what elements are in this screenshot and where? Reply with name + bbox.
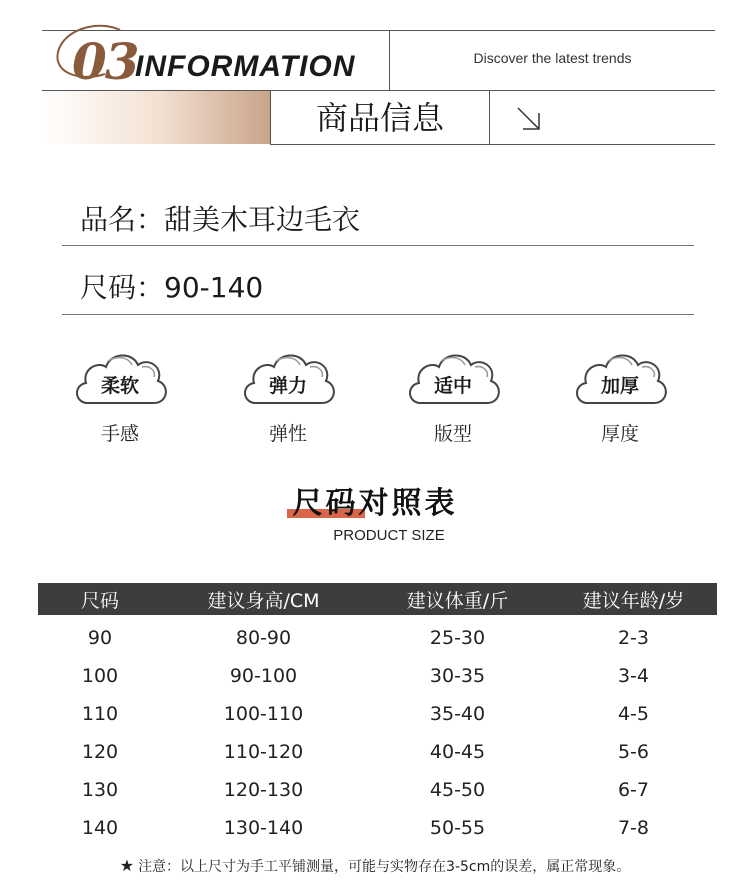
table-cell: 110-120 xyxy=(223,741,304,763)
star-icon: ★ xyxy=(119,856,135,875)
feature-thickness xyxy=(572,345,682,455)
table-row xyxy=(38,695,717,733)
table-cell: 5-6 xyxy=(617,741,650,763)
product-size-divider xyxy=(62,314,694,315)
table-cell: 90-100 xyxy=(229,665,298,687)
product-name-label: 品名： xyxy=(80,203,165,236)
feature-title: 柔软 xyxy=(100,375,139,397)
table-row xyxy=(38,619,717,657)
product-size-label: 尺码： xyxy=(80,271,165,304)
table-cell: 45-50 xyxy=(429,779,486,801)
table-cell: 50-55 xyxy=(429,817,486,839)
table-cell: 130-140 xyxy=(223,817,304,839)
size-chart-title: 尺码对照表 xyxy=(292,486,458,521)
column-header: 建议年龄/岁 xyxy=(582,589,685,612)
table-cell: 30-35 xyxy=(429,665,486,687)
table-cell: 90 xyxy=(87,627,113,649)
feature-fit xyxy=(405,345,515,455)
table-row xyxy=(38,771,717,809)
product-size-value: 90-140 xyxy=(164,271,264,304)
feature-title: 适中 xyxy=(433,375,472,397)
table-header xyxy=(38,583,717,615)
product-size xyxy=(80,268,263,308)
table-cell: 40-45 xyxy=(429,741,486,763)
table-cell: 100 xyxy=(81,665,119,687)
product-name-value: 甜美木耳边毛衣 xyxy=(164,203,361,236)
table-cell: 130 xyxy=(81,779,119,801)
header-bottom-line xyxy=(270,144,715,145)
product-name xyxy=(80,200,360,240)
note-text: 注意：以上尺寸为手工平铺测量，可能与实物存在3-5cm的误差，属正常现象。 xyxy=(138,859,631,875)
table-row xyxy=(38,809,717,847)
arrow-down-right-icon xyxy=(514,104,544,134)
tagline: Discover the latest trends xyxy=(473,50,632,66)
feature-subtitle: 厚度 xyxy=(600,423,639,445)
column-header: 建议身高/CM xyxy=(207,589,320,612)
feature-title: 加厚 xyxy=(600,375,639,397)
table-cell: 2-3 xyxy=(617,627,650,649)
table-cell: 100-110 xyxy=(223,703,304,725)
feature-softness xyxy=(72,345,182,455)
table-cell: 6-7 xyxy=(617,779,650,801)
measurement-note xyxy=(0,856,750,876)
table-cell: 120-130 xyxy=(223,779,304,801)
feature-title: 弹力 xyxy=(268,375,307,397)
table-cell: 80-90 xyxy=(235,627,292,649)
information-heading: INFORMATION xyxy=(135,50,356,83)
feature-elasticity xyxy=(240,345,350,455)
table-cell: 7-8 xyxy=(617,817,650,839)
table-cell: 140 xyxy=(81,817,119,839)
product-name-divider xyxy=(62,245,694,246)
table-cell: 4-5 xyxy=(617,703,650,725)
gradient-decoration xyxy=(42,91,270,144)
section-number: 03 xyxy=(72,32,138,91)
size-table xyxy=(38,583,717,847)
table-cell: 3-4 xyxy=(617,665,650,687)
header-top-line xyxy=(42,30,715,31)
size-chart-subtitle: PRODUCT SIZE xyxy=(333,527,445,544)
table-cell: 25-30 xyxy=(429,627,486,649)
table-cell: 35-40 xyxy=(429,703,486,725)
table-row xyxy=(38,657,717,695)
column-header: 尺码 xyxy=(80,589,119,612)
column-header: 建议体重/斤 xyxy=(406,589,509,612)
table-row xyxy=(38,733,717,771)
feature-subtitle: 手感 xyxy=(100,423,139,445)
feature-subtitle: 弹性 xyxy=(268,423,307,445)
section-title: 商品信息 xyxy=(315,99,444,137)
table-cell: 120 xyxy=(81,741,119,763)
feature-subtitle: 版型 xyxy=(433,423,472,445)
table-cell: 110 xyxy=(81,703,119,725)
